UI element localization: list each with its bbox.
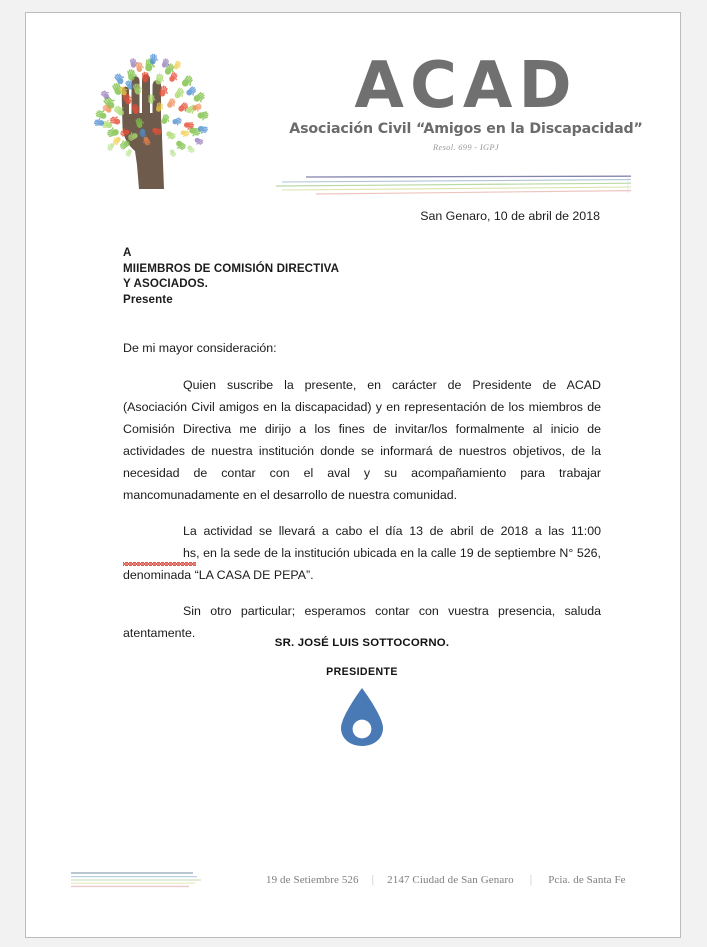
footer-contact-line [266, 872, 666, 887]
addressee-line-2: MIIEMBROS DE COMISIÓN DIRECTIVA [123, 261, 340, 275]
footer-address: 19 de Setiembre 526 [266, 873, 359, 886]
addressee-line-1: A [123, 246, 132, 259]
footer-separator-2: | [529, 872, 533, 886]
addressee-line-3: Y ASOCIADOS. [123, 277, 208, 291]
handprint-tree-logo-icon [73, 41, 228, 191]
brand-block [281, 49, 651, 152]
footer-city: 2147 Ciudad de San Genaro [387, 873, 514, 886]
header-decorative-rules [276, 173, 631, 199]
brand-name: ACAD [354, 49, 578, 123]
signature-block [123, 637, 601, 748]
footer-decorative-rules [71, 869, 211, 891]
blue-water-droplet-icon [338, 686, 386, 748]
addressee-line-4: Presente [123, 292, 173, 306]
paragraph-2-part-a: La actividad se llevará a cabo el día 13 de abril de 2018 a las 11:00 [183, 524, 601, 539]
brand-subtitle: Asociación Civil “Amigos en la Discapacidad” [289, 121, 643, 137]
paragraph-3: Sin otro particular; esperamos contar con vuestra presencia, saluda atentamente. [123, 604, 601, 641]
resolution-text: Resol. 699 - IGPJ [433, 142, 499, 152]
date-line: San Genaro, 10 de abril de 2018 [420, 209, 600, 223]
paragraph-1: Quien suscribe la presente, en carácter de Presidente de ACAD (Asociación Civil amigos en la discapacidad) y en representación de los miembros de Comisión Directiva me dirijo a los fines de invitar/los formalmente al inicio de actividades de nuestra institución donde se informará de nuestros objetivos, de la necesidad de contar con el aval y su acompañamiento para trabajar mancomunadamente en el desarrollo de nuestra comunidad. [123, 378, 601, 503]
document-page [25, 12, 681, 938]
signatory-role: PRESIDENTE [326, 666, 398, 678]
footer-separator-1: | [371, 872, 375, 886]
signatory-name: SR. JOSÉ LUIS SOTTOCORNO. [274, 637, 450, 649]
footer-province: Pcia. de Santa Fe [548, 873, 626, 886]
addressee-block [123, 245, 601, 307]
page-footer [26, 867, 680, 897]
spellcheck-flagged-word: hs [123, 542, 196, 564]
paragraph-2-part-b: , en la sede de la institución ubicada en la calle 19 de septiembre N° 526, denominada “LA CASA DE PEPA”. [123, 546, 601, 583]
paragraph-2 [123, 520, 601, 586]
letter-body [123, 209, 601, 644]
salutation: De mi mayor consideración: [123, 341, 277, 356]
letterhead [26, 13, 680, 193]
